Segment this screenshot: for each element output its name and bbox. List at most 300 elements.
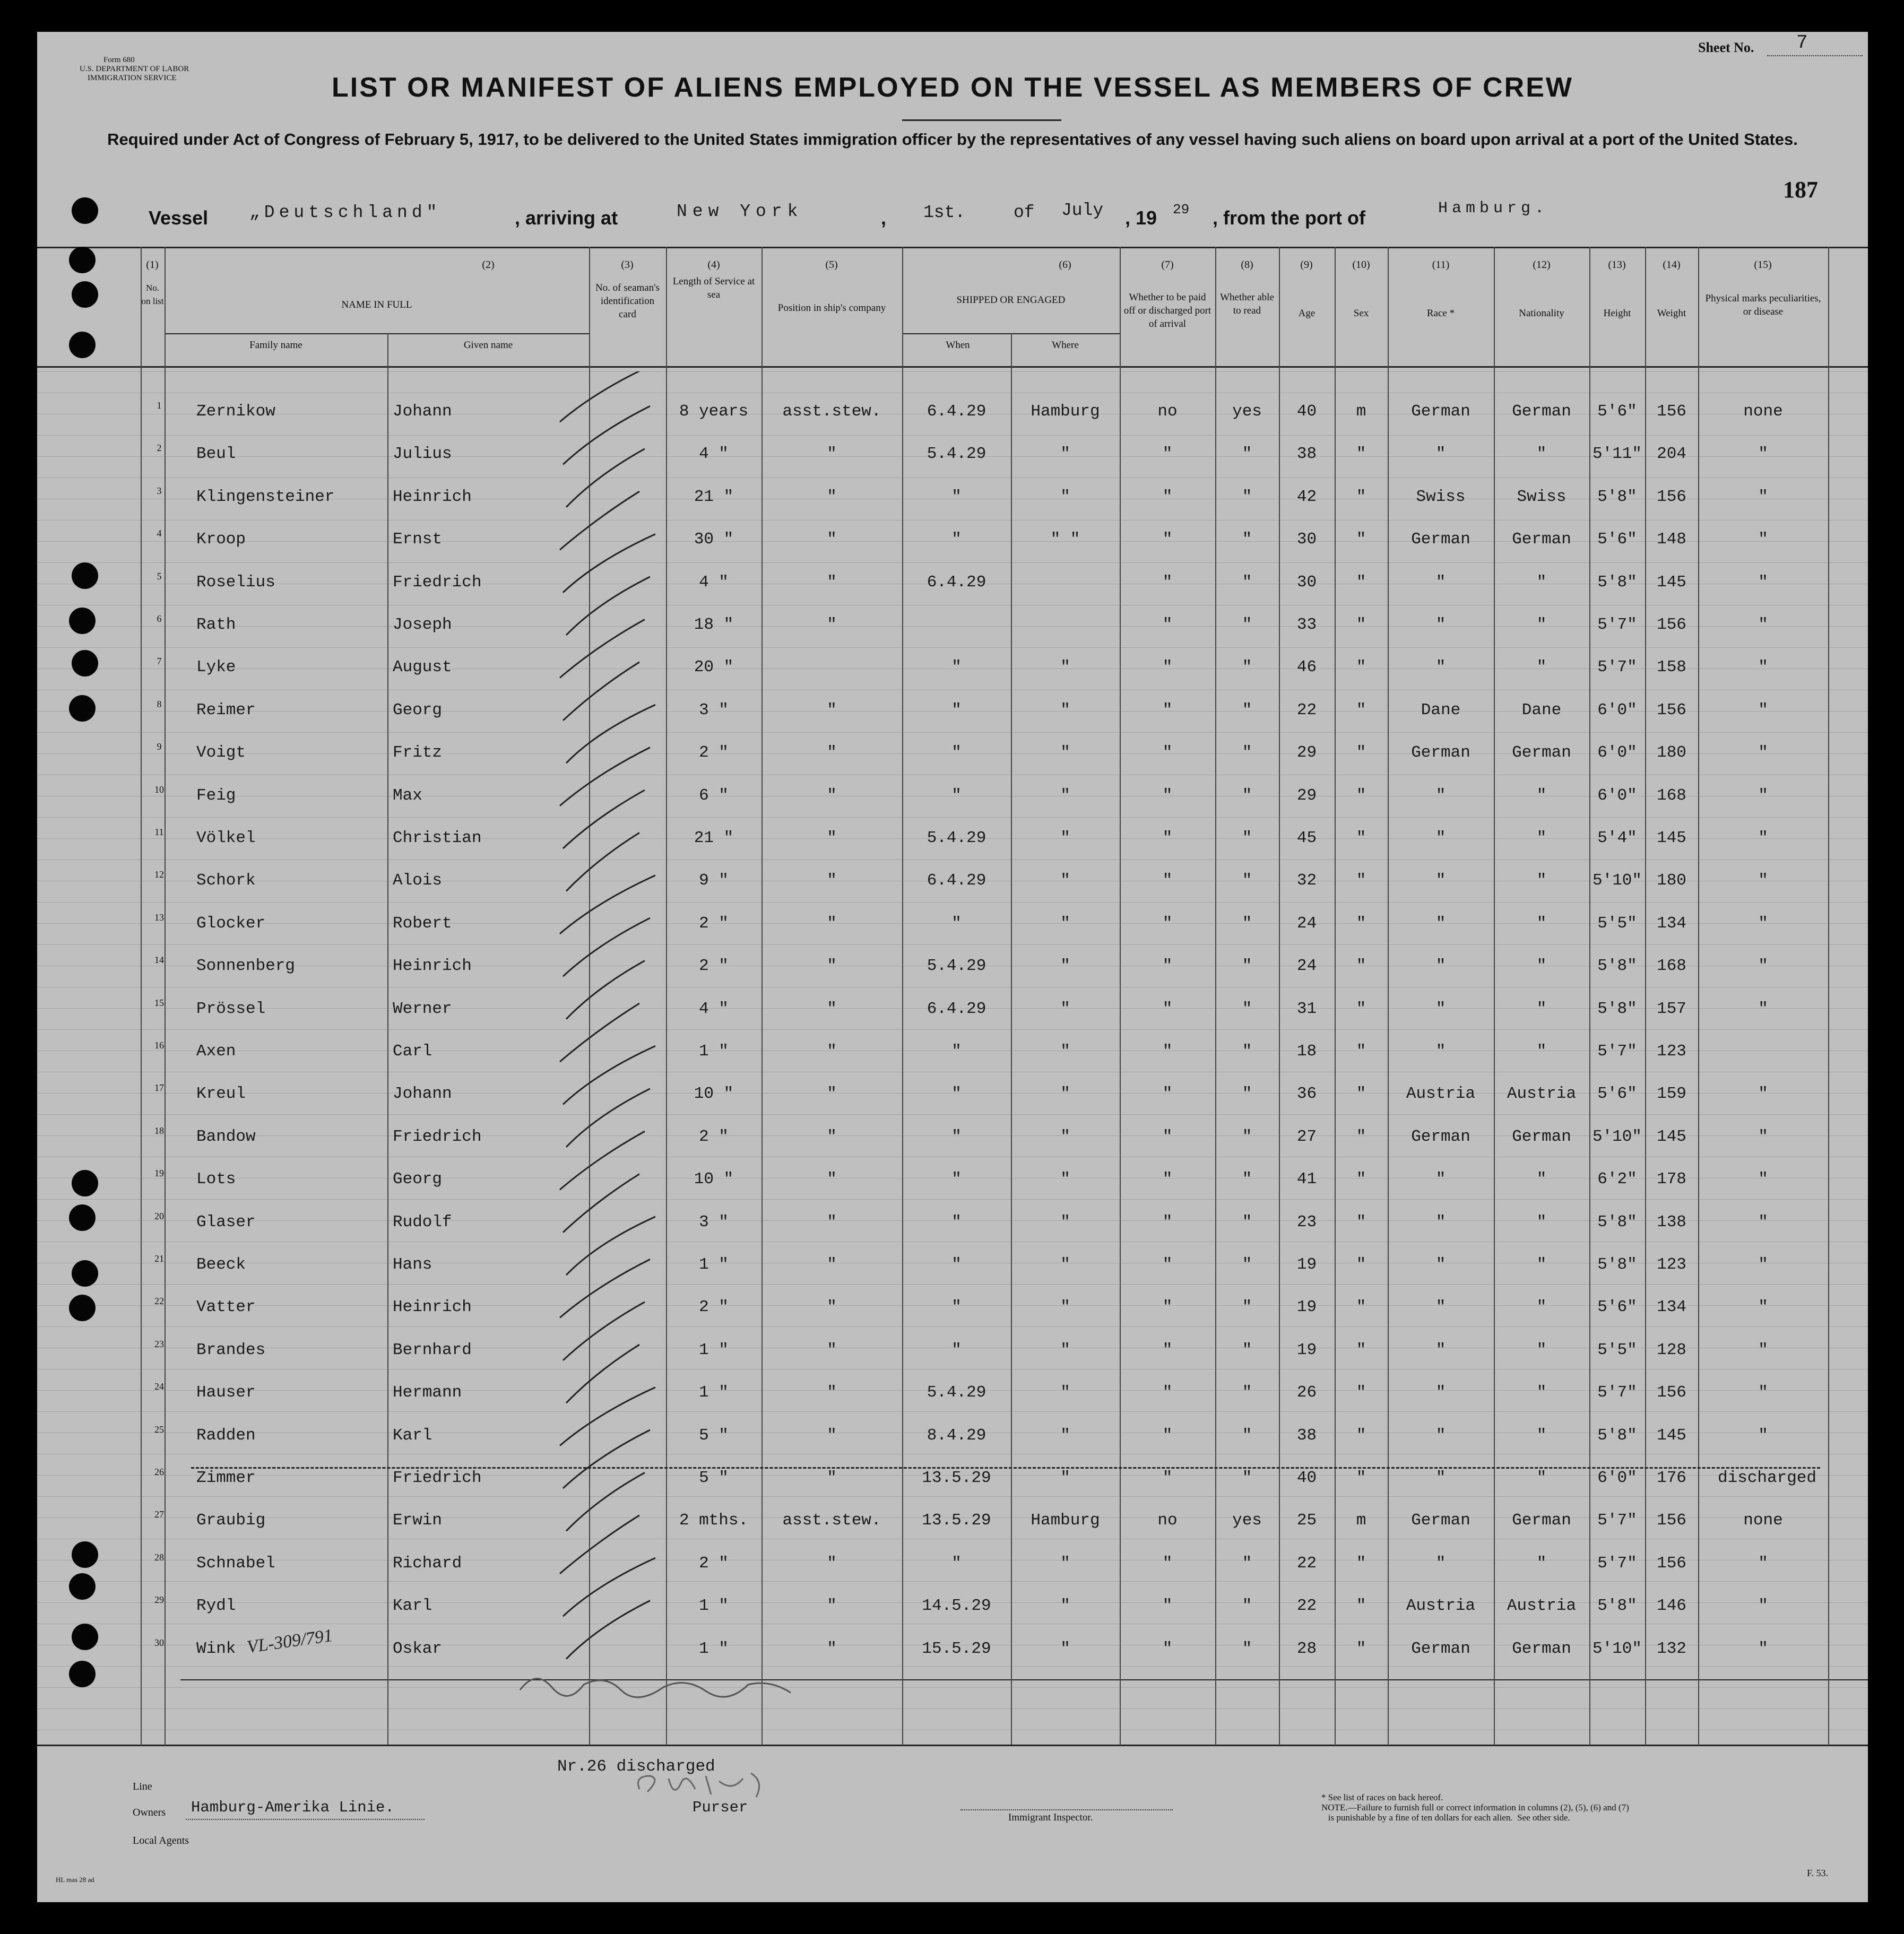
cell-when: 6.4.29 [927, 573, 986, 592]
cell-family: Zernikow [196, 402, 275, 421]
cell-race: " [1435, 1255, 1446, 1274]
cell-nationality: German [1512, 530, 1571, 549]
cell-sex: " [1356, 999, 1366, 1018]
row-number: 19 [154, 1168, 164, 1179]
cell-sex: " [1356, 743, 1366, 762]
column-number: (1) [146, 259, 159, 271]
row-number: 26 [154, 1467, 164, 1477]
ruled-line [37, 1029, 1868, 1030]
cell-position: " [827, 1085, 837, 1104]
cell-sex: " [1356, 1597, 1366, 1616]
cell-given: Julius [393, 445, 452, 464]
cell-family: Radden [196, 1426, 256, 1445]
cell-paid: " [1162, 658, 1173, 677]
cell-height: 5'8" [1597, 1597, 1637, 1616]
cell-given: Heinrich [393, 487, 472, 506]
service-label: IMMIGRATION SERVICE [88, 74, 177, 82]
row-number: 15 [154, 997, 164, 1008]
cell-given: Hermann [393, 1383, 462, 1402]
tick-mark [566, 961, 645, 1019]
row-number: 18 [154, 1125, 164, 1136]
cell-read: " [1242, 871, 1252, 890]
cell-sex: " [1356, 786, 1366, 805]
cell-position: " [827, 1426, 837, 1445]
cell-given: Heinrich [393, 957, 472, 976]
ruled-line [37, 647, 1868, 648]
cell-family: Reimer [196, 700, 256, 719]
cell-read: " [1242, 487, 1252, 506]
cell-family: Axen [196, 1042, 236, 1061]
cell-nationality: German [1512, 743, 1571, 762]
cell-nationality: Swiss [1517, 487, 1567, 506]
cell-marks: " [1758, 1554, 1768, 1573]
cell-age: 29 [1296, 786, 1317, 805]
cell-nationality: " [1536, 999, 1547, 1018]
cell-height: 5'8" [1597, 1212, 1637, 1231]
arrival-day: 1st. [923, 203, 966, 222]
cell-position: " [827, 1340, 837, 1359]
cell-weight: 156 [1657, 1511, 1686, 1530]
tick-mark [566, 1217, 655, 1275]
cell-age: 46 [1296, 658, 1317, 677]
inspector-line [960, 1809, 1173, 1810]
binder-hole [72, 562, 98, 589]
cell-weight: 156 [1657, 402, 1686, 421]
cell-paid: " [1162, 700, 1173, 719]
cell-height: 6'2" [1597, 1170, 1637, 1189]
cell-race: " [1435, 1383, 1446, 1402]
header-nationality: Nationality [1519, 308, 1564, 319]
column-number: (9) [1300, 259, 1313, 271]
cell-marks: none [1743, 402, 1783, 421]
cell-weight: 123 [1657, 1255, 1686, 1274]
cell-nationality: " [1536, 573, 1547, 592]
header-no: No. on list [141, 283, 164, 306]
column-number: (7) [1161, 259, 1174, 271]
cell-service: 2 " [699, 743, 729, 762]
manifest-sheet [37, 32, 1868, 1902]
cell-position: " [827, 1255, 837, 1274]
cell-race: " [1435, 1426, 1446, 1445]
cell-where: " [1060, 1383, 1070, 1402]
cell-position: " [827, 445, 837, 464]
ruled-line [37, 1581, 1868, 1582]
cell-position: " [827, 1639, 837, 1658]
cell-when: " [951, 1340, 962, 1359]
cell-service: 2 " [699, 1127, 729, 1146]
cell-sex: " [1356, 487, 1366, 506]
cell-where: " [1060, 445, 1070, 464]
header-weight: Weight [1657, 308, 1686, 319]
cell-nationality: " [1536, 1170, 1547, 1189]
cell-where: " [1060, 658, 1070, 677]
cell-sex: m [1356, 402, 1366, 421]
cell-weight: 168 [1657, 957, 1686, 976]
cell-age: 30 [1296, 530, 1317, 549]
binder-hole [69, 332, 96, 358]
cell-race: " [1435, 1469, 1446, 1487]
cell-race: Swiss [1416, 487, 1466, 506]
header-age: Age [1298, 308, 1316, 319]
cell-family: Rydl [196, 1597, 236, 1616]
cell-marks: " [1758, 1127, 1768, 1146]
cell-sex: " [1356, 1255, 1366, 1274]
tick-mark [563, 1174, 639, 1233]
cell-service: 1 " [699, 1255, 729, 1274]
id-card-tick-marks [549, 371, 687, 1682]
cell-service: 10 " [694, 1085, 734, 1104]
cell-paid: " [1162, 914, 1173, 933]
cell-age: 40 [1296, 402, 1317, 421]
cell-height: 5'8" [1597, 573, 1637, 592]
cell-sex: " [1356, 1340, 1366, 1359]
cell-paid: " [1162, 1469, 1173, 1487]
column-number: (15) [1754, 259, 1772, 271]
cell-age: 19 [1296, 1298, 1317, 1317]
cell-nationality: German [1512, 402, 1571, 421]
cell-given: Oskar [393, 1639, 443, 1658]
comma-1: , [881, 207, 887, 229]
cell-marks: " [1758, 700, 1768, 719]
binder-hole [69, 1661, 96, 1687]
cell-weight: 148 [1657, 530, 1686, 549]
cell-paid: " [1162, 1426, 1173, 1445]
cell-when: " [951, 914, 962, 933]
cell-paid: " [1162, 999, 1173, 1018]
cell-position: " [827, 1383, 837, 1402]
cell-read: " [1242, 1170, 1252, 1189]
cell-family: Kroop [196, 530, 246, 549]
cell-weight: 134 [1657, 914, 1686, 933]
cell-read: " [1242, 743, 1252, 762]
cell-weight: 138 [1657, 1212, 1686, 1231]
cell-given: Max [393, 786, 422, 805]
cell-marks: " [1758, 1085, 1768, 1104]
cell-position: " [827, 914, 837, 933]
cell-position: " [827, 829, 837, 847]
binder-hole [69, 608, 96, 634]
tick-mark [563, 406, 650, 464]
tick-mark [563, 1302, 645, 1360]
cell-sex: " [1356, 1042, 1366, 1061]
cell-height: 5'10" [1592, 1127, 1642, 1146]
cell-when: " [951, 487, 962, 506]
cell-family: Schork [196, 871, 256, 890]
header-sex: Sex [1353, 308, 1369, 319]
header-where: Where [1052, 340, 1079, 351]
cell-service: 2 " [699, 1554, 729, 1573]
cell-when: " [951, 1127, 962, 1146]
departure-port: Hamburg. [1438, 200, 1549, 218]
tick-mark [560, 1515, 639, 1574]
cell-nationality: " [1536, 1298, 1547, 1317]
cell-read: " [1242, 999, 1252, 1018]
cell-height: 5'10" [1592, 1639, 1642, 1658]
cell-nationality: German [1512, 1639, 1571, 1658]
tick-mark [563, 1558, 655, 1616]
row-number: 24 [154, 1381, 164, 1392]
cell-weight: 156 [1657, 1383, 1686, 1402]
cell-marks: " [1758, 1255, 1768, 1274]
races-footnote: * See list of races on back hereof. NOTE.—Failure to furnish full or correct information in columns (2), (5), (6) and (7) is punishable by a fine of ten dollars for each alien. See other side. [1321, 1792, 1629, 1823]
cell-given: Alois [393, 871, 443, 890]
row-number: 14 [154, 955, 164, 966]
cell-height: 5'8" [1597, 1255, 1637, 1274]
cell-nationality: " [1536, 1469, 1547, 1487]
cell-nationality: " [1536, 1426, 1547, 1445]
cell-height: 5'8" [1597, 1426, 1637, 1445]
cell-when: " [951, 743, 962, 762]
cell-height: 5'7" [1597, 1383, 1637, 1402]
header-card: No. of seaman's identification card [595, 282, 660, 320]
cell-when: 6.4.29 [927, 999, 986, 1018]
tick-mark [563, 1430, 650, 1488]
column-number: (4) [707, 259, 720, 271]
tick-mark [566, 1601, 650, 1659]
cell-when: 15.5.29 [922, 1639, 991, 1658]
cell-age: 24 [1296, 914, 1317, 933]
column-number: (8) [1241, 259, 1253, 271]
cell-marks: " [1758, 1212, 1768, 1231]
ruled-line [37, 732, 1868, 733]
cell-service: 3 " [699, 1212, 729, 1231]
cell-service: 2 " [699, 1298, 729, 1317]
binder-hole [72, 1170, 98, 1196]
cell-sex: m [1356, 1511, 1366, 1530]
bottom-code-left: HL mas 28 ad [56, 1876, 94, 1884]
binder-hole [72, 197, 98, 224]
cell-height: 5'7" [1597, 1554, 1637, 1573]
year-suffix: 29 [1173, 202, 1190, 218]
inspector-signature-scribble [515, 1663, 801, 1706]
cell-marks: " [1758, 957, 1768, 976]
cell-where: " [1060, 743, 1070, 762]
cell-given: Joseph [393, 615, 452, 634]
column-number: (12) [1533, 259, 1551, 271]
cell-family: Feig [196, 786, 236, 805]
cell-paid: " [1162, 1042, 1173, 1061]
cell-position: " [827, 1170, 837, 1189]
cell-position: " [827, 1212, 837, 1231]
cell-family: Sonnenberg [196, 957, 296, 976]
cell-weight: 180 [1657, 743, 1686, 762]
cell-height: 5'7" [1597, 658, 1637, 677]
cell-race: Austria [1406, 1085, 1476, 1104]
row-number: 30 [154, 1637, 164, 1648]
vessel-label: Vessel [149, 207, 209, 229]
cell-service: 1 " [699, 1639, 729, 1658]
local-agents-label: Local Agents [133, 1835, 189, 1846]
cell-when: " [951, 1212, 962, 1231]
cell-age: 23 [1296, 1212, 1317, 1231]
cell-where: " [1060, 487, 1070, 506]
ruled-line [37, 1496, 1868, 1497]
cell-where: " [1060, 1212, 1070, 1231]
cell-paid: " [1162, 445, 1173, 464]
cell-read: " [1242, 1340, 1252, 1359]
line-label: Line [133, 1781, 152, 1792]
cell-age: 27 [1296, 1127, 1317, 1146]
header-height: Height [1603, 308, 1631, 319]
cell-when: 14.5.29 [922, 1597, 991, 1616]
tick-mark [563, 534, 655, 593]
cell-where: " [1060, 1469, 1070, 1487]
cell-age: 24 [1296, 957, 1317, 976]
cell-family: Beeck [196, 1255, 246, 1274]
cell-height: 5'4" [1597, 829, 1637, 847]
row-number: 23 [154, 1338, 164, 1349]
header-shipped: SHIPPED OR ENGAGED [956, 294, 1066, 306]
cell-where: " [1060, 1639, 1070, 1658]
cell-nationality: " [1536, 615, 1547, 634]
binder-hole [69, 1573, 96, 1600]
cell-when: " [951, 530, 962, 549]
cell-sex: " [1356, 914, 1366, 933]
binder-hole [72, 1624, 98, 1650]
cell-given: Georg [393, 1170, 443, 1189]
cell-where: " [1060, 786, 1070, 805]
tick-mark [566, 1089, 650, 1147]
cell-given: Johann [393, 1085, 452, 1104]
ruled-line [37, 371, 1868, 372]
cell-sex: " [1356, 658, 1366, 677]
cell-race: " [1435, 829, 1446, 847]
cell-family: Schnabel [196, 1554, 275, 1573]
header-when: When [946, 340, 970, 351]
cell-weight: 132 [1657, 1639, 1686, 1658]
cell-marks: discharged [1717, 1469, 1817, 1487]
cell-marks: " [1758, 1426, 1768, 1445]
arriving-at-label: , arriving at [515, 207, 618, 229]
cell-given: Hans [393, 1255, 432, 1274]
cell-sex: " [1356, 1639, 1366, 1658]
cell-read: " [1242, 1127, 1252, 1146]
cell-where: " [1060, 1340, 1070, 1359]
page-number: 187 [1783, 177, 1818, 203]
cell-nationality: " [1536, 786, 1547, 805]
cell-service: 30 " [694, 530, 734, 549]
cell-marks: " [1758, 1298, 1768, 1317]
cell-family: Kreul [196, 1085, 246, 1104]
cell-where: " [1060, 700, 1070, 719]
tick-mark [563, 1046, 655, 1104]
row-number: 11 [154, 827, 164, 837]
bottom-code-right: F. 53. [1807, 1868, 1829, 1878]
of-label: of [1014, 203, 1035, 222]
cell-age: 42 [1296, 487, 1317, 506]
cell-nationality: " [1536, 914, 1547, 933]
row-number: 17 [154, 1082, 164, 1094]
cell-given: Erwin [393, 1511, 443, 1530]
cell-nationality: " [1536, 1340, 1547, 1359]
cell-height: 6'0" [1597, 786, 1637, 805]
ruled-line [37, 1687, 1868, 1688]
cell-family: Beul [196, 445, 236, 464]
row-number: 13 [154, 912, 164, 923]
cell-service: 1 " [699, 1042, 729, 1061]
row-number: 5 [157, 570, 162, 582]
column-number: (6) [1059, 259, 1071, 271]
cell-where: " [1060, 1127, 1070, 1146]
cell-position: " [827, 999, 837, 1018]
cell-when: 13.5.29 [922, 1511, 991, 1530]
row-number: 12 [154, 869, 164, 880]
cell-height: 5'7" [1597, 1042, 1637, 1061]
department-label: U.S. DEPARTMENT OF LABOR [80, 65, 189, 73]
cell-read: " [1242, 1255, 1252, 1274]
cell-race: " [1435, 914, 1446, 933]
cell-sex: " [1356, 829, 1366, 847]
cell-given: Ernst [393, 530, 443, 549]
cell-marks: " [1758, 1170, 1768, 1189]
vessel-name: „Deutschland" [249, 203, 442, 222]
cell-weight: 145 [1657, 1127, 1686, 1146]
cell-age: 45 [1296, 829, 1317, 847]
binder-hole [72, 650, 98, 677]
cell-family: Hauser [196, 1383, 256, 1402]
cell-age: 41 [1296, 1170, 1317, 1189]
cell-paid: " [1162, 743, 1173, 762]
cell-age: 25 [1296, 1511, 1317, 1530]
cell-race: " [1435, 1212, 1446, 1231]
column-divider [141, 247, 142, 1746]
cell-when: " [951, 1042, 962, 1061]
cell-marks: " [1758, 1383, 1768, 1402]
cell-age: 36 [1296, 1085, 1317, 1104]
cell-where: " [1060, 1170, 1070, 1189]
column-number: (2) [482, 259, 495, 271]
column-divider [165, 247, 166, 1746]
tick-mark [566, 577, 650, 635]
cell-race: " [1435, 1042, 1446, 1061]
sub-header-divider [165, 333, 589, 334]
cell-given: August [393, 658, 452, 677]
cell-given: Richard [393, 1554, 462, 1573]
header-marks: Physical marks peculiarities, or disease [1705, 293, 1821, 317]
column-divider [1828, 247, 1829, 1746]
owners-value: Hamburg-Amerika Linie. [191, 1799, 394, 1816]
cell-where: " [1060, 1085, 1070, 1104]
arrival-month: July [1061, 201, 1104, 220]
cell-height: 5'11" [1592, 445, 1642, 464]
ruled-line [37, 435, 1868, 436]
cell-family: Lots [196, 1170, 236, 1189]
cell-where: " [1060, 1042, 1070, 1061]
cell-given: Bernhard [393, 1340, 472, 1359]
tick-mark [560, 1003, 639, 1062]
cell-weight: 156 [1657, 487, 1686, 506]
cell-read: " [1242, 1639, 1252, 1658]
cell-read: yes [1232, 402, 1262, 421]
cell-paid: " [1162, 1383, 1173, 1402]
cell-read: " [1242, 1426, 1252, 1445]
cell-sex: " [1356, 1127, 1366, 1146]
cell-nationality: " [1536, 1554, 1547, 1573]
cell-marks: " [1758, 445, 1768, 464]
cell-height: 5'8" [1597, 487, 1637, 506]
row-number: 20 [154, 1210, 164, 1221]
header-family: Family name [249, 340, 302, 351]
cell-sex: " [1356, 1212, 1366, 1231]
cell-race: " [1435, 1298, 1446, 1317]
cell-race: " [1435, 1170, 1446, 1189]
cell-given: Karl [393, 1597, 432, 1616]
cell-position: " [827, 1298, 837, 1317]
cell-sex: " [1356, 573, 1366, 592]
cell-paid: " [1162, 786, 1173, 805]
cell-paid: " [1162, 1127, 1173, 1146]
cell-service: 1 " [699, 1597, 729, 1616]
